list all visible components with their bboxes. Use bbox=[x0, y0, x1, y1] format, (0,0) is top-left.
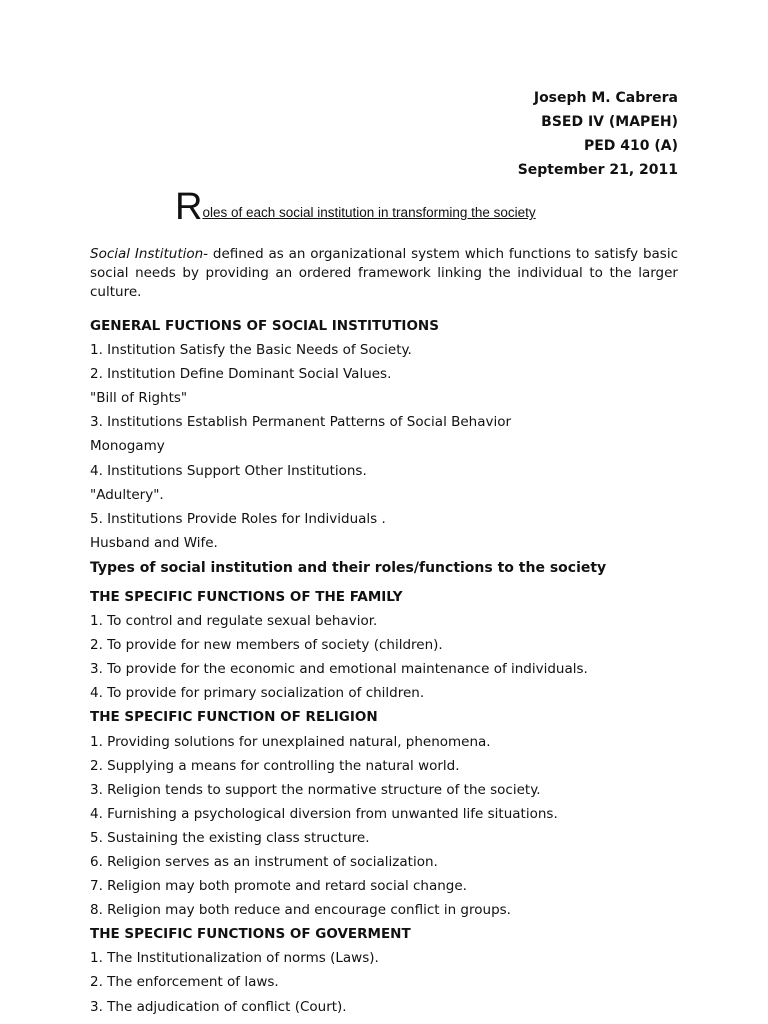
government-functions-heading: THE SPECIFIC FUNCTIONS OF GOVERMENT bbox=[90, 926, 411, 943]
list-item: 1. The Institutionalization of norms (Laws). bbox=[90, 950, 379, 967]
list-item: 7. Religion may both promote and retard social change. bbox=[90, 878, 467, 895]
definition-term: Social Institution- bbox=[90, 246, 209, 262]
list-item: 1. Providing solutions for unexplained natural, phenomena. bbox=[90, 733, 491, 750]
list-item: 2. To provide for new members of society (children). bbox=[90, 637, 443, 654]
title-dropcap: R bbox=[175, 186, 203, 228]
list-item: 5. Institutions Provide Roles for Individuals . bbox=[90, 510, 386, 527]
list-item: 3. The adjudication of conflict (Court). bbox=[90, 998, 347, 1015]
list-item: 8. Religion may both reduce and encourage conflict in groups. bbox=[90, 902, 511, 919]
family-functions-heading: THE SPECIFIC FUNCTIONS OF THE FAMILY bbox=[90, 588, 403, 605]
list-item: 6. Religion serves as an instrument of socialization. bbox=[90, 853, 438, 870]
intro-paragraph bbox=[90, 245, 678, 302]
list-item: 2. Institution Define Dominant Social Values. bbox=[90, 366, 392, 383]
list-item: 2. Supplying a means for controlling the natural world. bbox=[90, 757, 460, 774]
list-item: Husband and Wife. bbox=[90, 534, 218, 551]
course: BSED IV (MAPEH) bbox=[541, 114, 678, 130]
document-page bbox=[90, 0, 678, 1024]
definition-text: defined as an organizational system which functions to satisfy basic social needs by providing an ordered framework linking the individual to the larger culture. bbox=[90, 246, 678, 300]
date: September 21, 2011 bbox=[517, 162, 678, 178]
author-name: Joseph M. Cabrera bbox=[533, 90, 678, 106]
list-item: "Adultery". bbox=[90, 486, 164, 503]
document-title bbox=[175, 188, 536, 226]
subject-code: PED 410 (A) bbox=[583, 138, 678, 154]
list-item: "Bill of Rights" bbox=[90, 390, 188, 407]
list-item: 3. Religion tends to support the normative structure of the society. bbox=[90, 781, 541, 798]
list-item: 4. Furnishing a psychological diversion from unwanted life situations. bbox=[90, 805, 558, 822]
religion-functions-heading: THE SPECIFIC FUNCTION OF RELIGION bbox=[90, 709, 378, 726]
types-heading: Types of social institution and their roles/functions to the society bbox=[90, 559, 607, 576]
title-text: oles of each social institution in transforming the society bbox=[202, 205, 536, 220]
general-functions-heading: GENERAL FUCTIONS OF SOCIAL INSTITUTIONS bbox=[90, 318, 439, 334]
list-item: Monogamy bbox=[90, 438, 165, 455]
list-item: 1. To control and regulate sexual behavior. bbox=[90, 613, 378, 630]
list-item: 5. Sustaining the existing class structure. bbox=[90, 829, 370, 846]
author-header bbox=[518, 86, 678, 182]
document-body bbox=[90, 314, 678, 1019]
list-item: 1. Institution Satisfy the Basic Needs of Society. bbox=[90, 342, 412, 359]
list-item: 3. Institutions Establish Permanent Patterns of Social Behavior bbox=[90, 414, 512, 431]
list-item: 3. To provide for the economic and emotional maintenance of individuals. bbox=[90, 661, 588, 678]
list-item: 4. Institutions Support Other Institutions. bbox=[90, 462, 367, 479]
list-item: 4. To provide for primary socialization of children. bbox=[90, 685, 425, 702]
list-item: 2. The enforcement of laws. bbox=[90, 974, 279, 991]
